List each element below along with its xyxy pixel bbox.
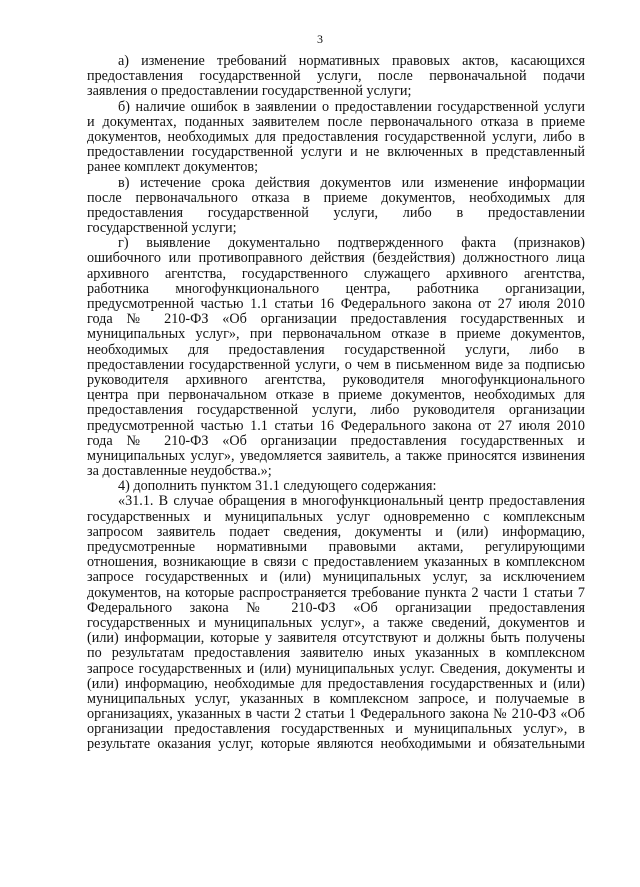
text-line: необходимых для предоставления государственной услуги, либо в — [87, 341, 585, 358]
text-line: предоставления государственной услуги, либо руководителя организации — [87, 402, 585, 419]
text-line: предусмотренной частью 1.1 статьи 16 Федерального закона от 27 июля 2010 — [87, 296, 585, 312]
text-line: года № 210-ФЗ «Об организации предоставления государственных и — [87, 432, 585, 449]
text-line: предусмотренной частью 1.1 статьи 16 Федерального закона от 27 июля 2010 — [87, 417, 585, 434]
text-line: муниципальных услуг», при первоначальном отказе в приеме документов, — [87, 326, 585, 343]
text-line: архивного агентства, государственного служащего архивного агентства, — [87, 265, 585, 282]
text-line: 4) дополнить пунктом 31.1 следующего содержания: — [118, 478, 437, 495]
text-line: (или) информацию, необходимые для предоставления государственных и (или) — [87, 675, 585, 692]
text-line: центра при первоначальном отказе в приеме документов, необходимых для — [87, 387, 585, 404]
text-line: по результатам предоставления заявителю иных указанных в комплексном — [87, 645, 585, 662]
text-line: муниципальных услуг, указанных в комплексном запросе, и получаемые в — [87, 690, 585, 707]
text-line: предоставлении государственной услуги, о чем в письменном виде за подписью — [87, 356, 585, 373]
text-line: за доставленные неудобства.»; — [87, 463, 272, 480]
document-body — [87, 54, 585, 753]
text-line: и документах, поданных заявителем после первоначального отказа в приеме — [87, 113, 585, 130]
text-line: а) изменение требований нормативных правовых актов, касающихся — [118, 53, 585, 69]
text-line: ошибочного или противоправного действия (бездействия) должностного лица — [87, 250, 585, 267]
text-line: руководителя архивного агентства, руководителя многофункционального — [87, 371, 585, 388]
text-line: государственных и муниципальных услуг», а также сведений, документов и — [87, 614, 585, 631]
text-line: отношения, возникающие в связи с предоставлением указанных в комплексном — [87, 554, 585, 571]
page-number: 3 — [317, 32, 323, 46]
text-line: б) наличие ошибок в заявлении о предоставлении государственной услуги — [118, 98, 585, 115]
text-line: после первоначального отказа в приеме документов, необходимых для — [87, 189, 585, 206]
text-line: предусмотренные нормативными правовыми актами, регулирующими — [87, 539, 585, 555]
text-line: организации предоставления государственных и муниципальных услуг», в — [87, 721, 585, 738]
text-line: работника многофункционального центра, работника организации, — [87, 280, 585, 297]
text-line: результате оказания услуг, которые являются необходимыми и обязательными — [87, 736, 585, 753]
text-line: государственной услуги; — [87, 220, 237, 237]
text-line: ранее комплект документов; — [87, 159, 259, 176]
text-line: г) выявление документально подтвержденного факта (признаков) — [118, 235, 585, 252]
text-line: в) истечение срока действия документов или изменение информации — [118, 174, 585, 191]
text-line: запросе государственных и (или) муниципальных услуг. Сведения, документы и — [87, 660, 585, 677]
text-line: документов, на которые распространяется требование пункта 2 части 1 статьи 7 — [87, 584, 585, 601]
text-line: запросе государственных и (или) муниципальных услуг, за исключением — [87, 569, 585, 586]
text-line: документов, необходимых для предоставления государственной услуги, либо в — [87, 128, 585, 145]
text-line: Федерального закона № 210-ФЗ «Об организации предоставления — [87, 599, 585, 616]
text-line: государственных и муниципальных услуг одновременно с комплексным — [87, 508, 585, 525]
text-line: предоставления государственной услуги, после первоначальной подачи — [87, 68, 585, 85]
text-line: «31.1. В случае обращения в многофункциональный центр предоставления — [118, 493, 585, 510]
text-line: года № 210-ФЗ «Об организации предоставления государственных и — [87, 311, 585, 328]
text-line: предоставления государственной услуги, либо в предоставлении — [87, 204, 585, 221]
text-line: заявления о предоставлении государственной услуги; — [87, 83, 412, 100]
text-line: предоставлении государственной услуги и не включенных в представленный — [87, 144, 585, 161]
text-line: (или) информации, которые у заявителя отсутствуют и должны быть получены — [87, 630, 585, 647]
text-line: организациях, указанных в части 2 статьи 1 Федерального закона № 210-ФЗ «Об — [87, 706, 585, 723]
text-line: запросом заявитель подает сведения, документы и (или) информацию, — [87, 523, 585, 540]
text-line: муниципальных услуг», уведомляется заявитель, а также приносятся извинения — [87, 447, 585, 464]
